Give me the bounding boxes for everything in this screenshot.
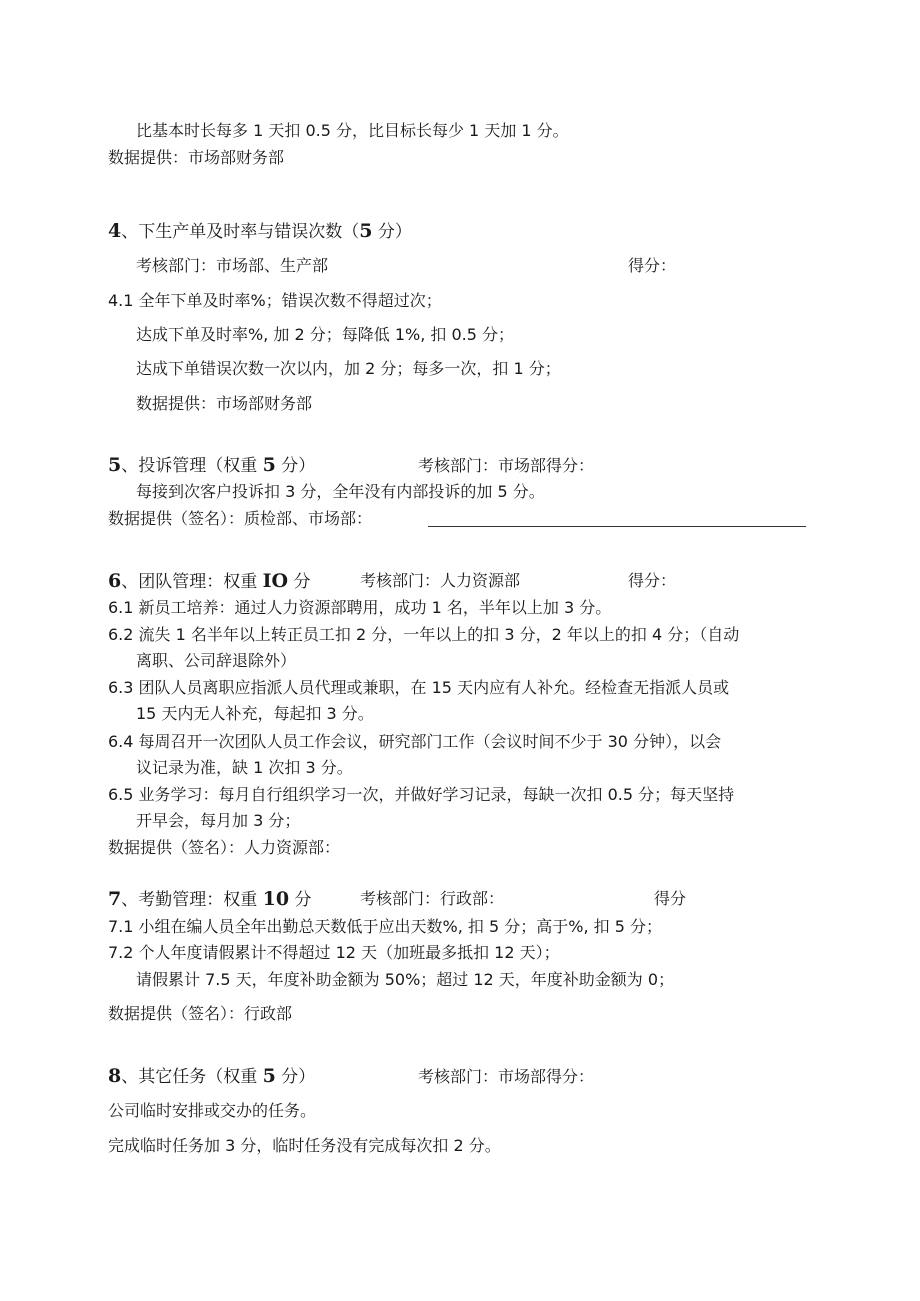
section-title: 、考勤管理：权重 [121,890,263,910]
assessment-dept: 考核部门：人力资源部 [360,571,521,590]
assessment-dept: 考核部门：行政部： [360,889,505,908]
data-provider-signature: 数据提供（签名）：人力资源部： [108,838,341,857]
assessment-dept: 考核部门：市场部得分： [418,1067,595,1086]
section-number: 7 [108,888,122,910]
data-provider: 数据提供：市场部财务部 [108,148,285,167]
section-weight: IO [262,570,289,592]
section-title: 、其它任务（权重 [121,1067,263,1087]
section-weight: 10 [262,888,290,910]
item-6-3-cont: 15 天内无人补充，每起扣 3 分。 [136,704,374,723]
section-5-heading [108,456,315,475]
signature-line [428,526,806,527]
section-title: 、下生产单及时率与错误次数（ [121,222,360,242]
section-title-end: 分 [288,572,311,592]
section-weight: 5 [359,220,373,242]
item-4-1: 4.1 全年下单及时率%；错误次数不得超过次； [108,291,442,310]
section-7-heading [108,890,312,909]
assessment-dept: 考核部门：市场部、生产部 [136,256,329,275]
item-7-1: 7.1 小组在编人员全年出勤总天数低于应出天数%, 扣 5 分；高于%, 扣 5 分； [108,917,662,936]
section-number: 4 [108,220,122,242]
score-label: 得分： [628,256,677,275]
score-label: 得分 [654,889,687,908]
section-number: 8 [108,1065,122,1087]
section-title-end: 分 [289,890,312,910]
assessment-dept: 考核部门：市场部得分： [418,456,595,475]
rule-line: 比基本时长每多 1 天扣 0.5 分，比目标长每少 1 天加 1 分。 [136,121,569,140]
item-line: 达成下单错误次数一次以内，加 2 分；每多一次，扣 1 分； [136,359,561,378]
item-7-2: 7.2 个人年度请假累计不得超过 12 天（加班最多抵扣 12 天）； [108,943,560,962]
item-line: 请假累计 7.5 天，年度补助金额为 50%；超过 12 天，年度补助金额为 0； [136,970,675,989]
section-4-heading [108,222,412,241]
section-title-end: 分） [275,456,316,476]
item-6-5: 6.5 业务学习：每月自行组织学习一次，并做好学习记录，每缺一次扣 0.5 分；每天坚持 [108,785,735,804]
section-6-heading [108,572,311,591]
section-weight: 5 [262,454,276,476]
item-6-5-cont: 开早会，每月加 3 分； [136,811,301,830]
item-6-1: 6.1 新员工培养：通过人力资源部聘用，成功 1 名，半年以上加 3 分。 [108,598,612,617]
section-weight: 5 [262,1065,276,1087]
data-provider-signature: 数据提供（签名）：质检部、市场部： [108,509,373,528]
item-6-4: 6.4 每周召开一次团队人员工作会议，研究部门工作（会议时间不少于 30 分钟），以会 [108,732,722,751]
section-title-end: 分） [372,222,412,242]
item-6-4-cont: 议记录为准，缺 1 次扣 3 分。 [136,758,353,777]
section-title: 、团队管理：权重 [121,572,263,592]
section-8-heading [108,1067,315,1086]
section-title: 、投诉管理（权重 [121,456,263,476]
data-provider-signature: 数据提供（签名）：行政部 [108,1004,293,1023]
item-line: 公司临时安排或交办的任务。 [108,1101,317,1120]
section-title-end: 分） [275,1067,316,1087]
item-line: 完成临时任务加 3 分，临时任务没有完成每次扣 2 分。 [108,1136,501,1155]
section-number: 5 [108,454,122,476]
item-line: 每接到次客户投诉扣 3 分，全年没有内部投诉的加 5 分。 [136,482,545,501]
data-provider: 数据提供：市场部财务部 [136,394,313,413]
item-6-2-cont: 离职、公司辞退除外） [136,651,297,670]
item-6-3: 6.3 团队人员离职应指派人员代理或兼职，在 15 天内应有人补允。经检查无指派人员或 [108,678,730,697]
section-number: 6 [108,570,122,592]
score-label: 得分： [628,571,677,590]
item-line: 达成下单及时率%, 加 2 分；每降低 1%, 扣 0.5 分； [136,325,514,344]
item-6-2: 6.2 流失 1 名半年以上转正员工扣 2 分，一年以上的扣 3 分，2 年以上的扣 4 分；（自动 [108,625,740,644]
